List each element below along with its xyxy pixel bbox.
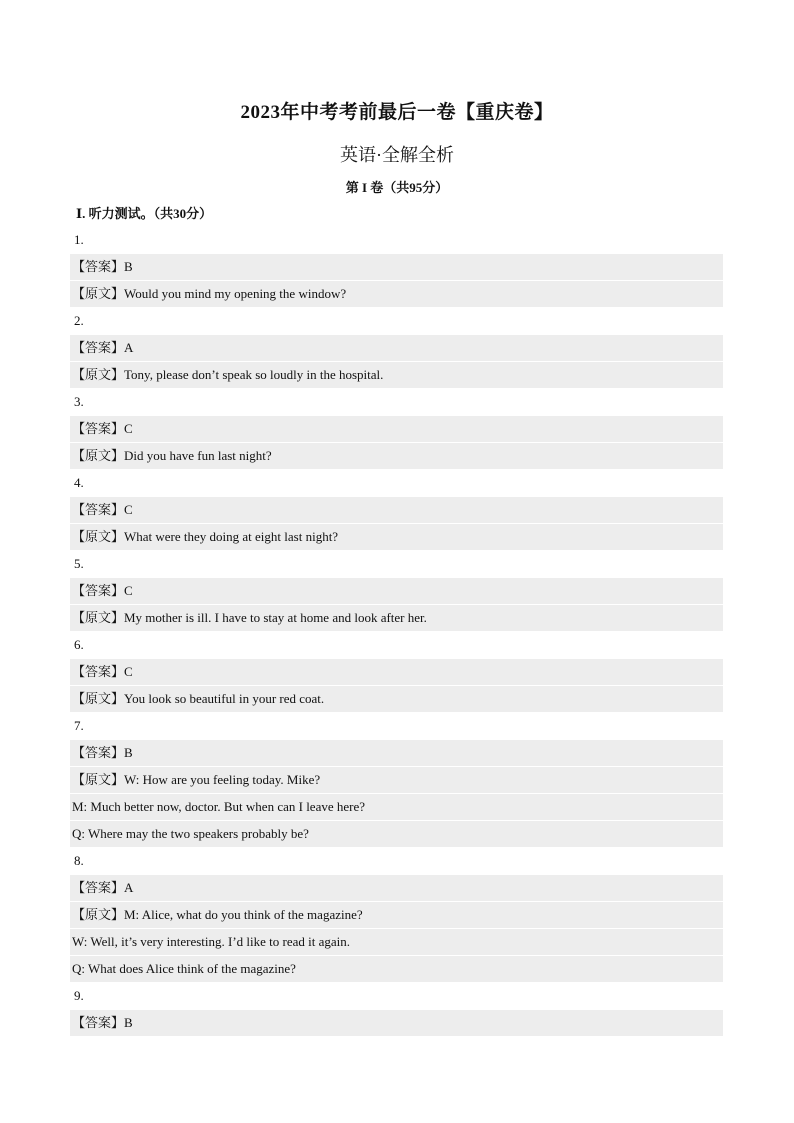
transcript-line: 【原文】My mother is ill. I have to stay at home and look after her. (70, 604, 723, 631)
document-title: 2023年中考考前最后一卷【重庆卷】 (240, 102, 554, 123)
question-number: 6. (74, 637, 84, 652)
answer-block (70, 740, 723, 847)
list-item (70, 847, 723, 982)
paper-heading: 第 I 卷（共95分） (345, 180, 449, 195)
question-number: 3. (74, 394, 84, 409)
transcript-line: M: Much better now, doctor. But when can I leave here? (70, 793, 723, 820)
answer-line: 【答案】C (72, 583, 133, 598)
list-item (70, 631, 723, 712)
answer-line: 【答案】C (72, 502, 133, 517)
answer-list (70, 226, 723, 1036)
list-item (70, 712, 723, 847)
transcript-line: 【原文】M: Alice, what do you think of the magazine? (70, 901, 723, 928)
transcript-line: W: Well, it’s very interesting. I’d like to read it again. (70, 928, 723, 955)
answer-line: 【答案】A (72, 340, 134, 355)
section-heading: Ⅰ. 听力测试。（共30分） (76, 206, 213, 221)
transcript-line: 【原文】Tony, please don’t speak so loudly in the hospital. (70, 361, 723, 388)
answer-block (70, 416, 723, 469)
answer-line: 【答案】B (72, 259, 133, 274)
answer-block (70, 659, 723, 712)
transcript-line: Q: What does Alice think of the magazine? (70, 955, 723, 982)
transcript-line: 【原文】W: How are you feeling today. Mike? (70, 766, 723, 793)
answer-block (70, 1010, 723, 1036)
question-number: 2. (74, 313, 84, 328)
answer-block (70, 254, 723, 307)
question-number: 8. (74, 853, 84, 868)
answer-line: 【答案】C (72, 664, 133, 679)
question-number: 9. (74, 988, 84, 1003)
question-number: 4. (74, 475, 84, 490)
answer-line: 【答案】A (72, 880, 134, 895)
answer-block (70, 497, 723, 550)
answer-line: 【答案】C (72, 421, 133, 436)
transcript-line: 【原文】Would you mind my opening the window? (70, 280, 723, 307)
question-number: 7. (74, 718, 84, 733)
answer-block (70, 578, 723, 631)
transcript-line: Q: Where may the two speakers probably be? (70, 820, 723, 847)
transcript-line: 【原文】What were they doing at eight last night? (70, 523, 723, 550)
answer-line: 【答案】B (72, 1015, 133, 1030)
list-item (70, 226, 723, 307)
answer-content (70, 202, 723, 1036)
list-item (70, 469, 723, 550)
question-number: 5. (74, 556, 84, 571)
answer-block (70, 875, 723, 982)
transcript-line: 【原文】Did you have fun last night? (70, 442, 723, 469)
answer-line: 【答案】B (72, 745, 133, 760)
question-number: 1. (74, 232, 84, 247)
list-item (70, 982, 723, 1036)
answer-block (70, 335, 723, 388)
transcript-line: 【原文】You look so beautiful in your red coat. (70, 685, 723, 712)
document-subtitle: 英语·全解全析 (340, 145, 454, 165)
list-item (70, 550, 723, 631)
list-item (70, 307, 723, 388)
list-item (70, 388, 723, 469)
